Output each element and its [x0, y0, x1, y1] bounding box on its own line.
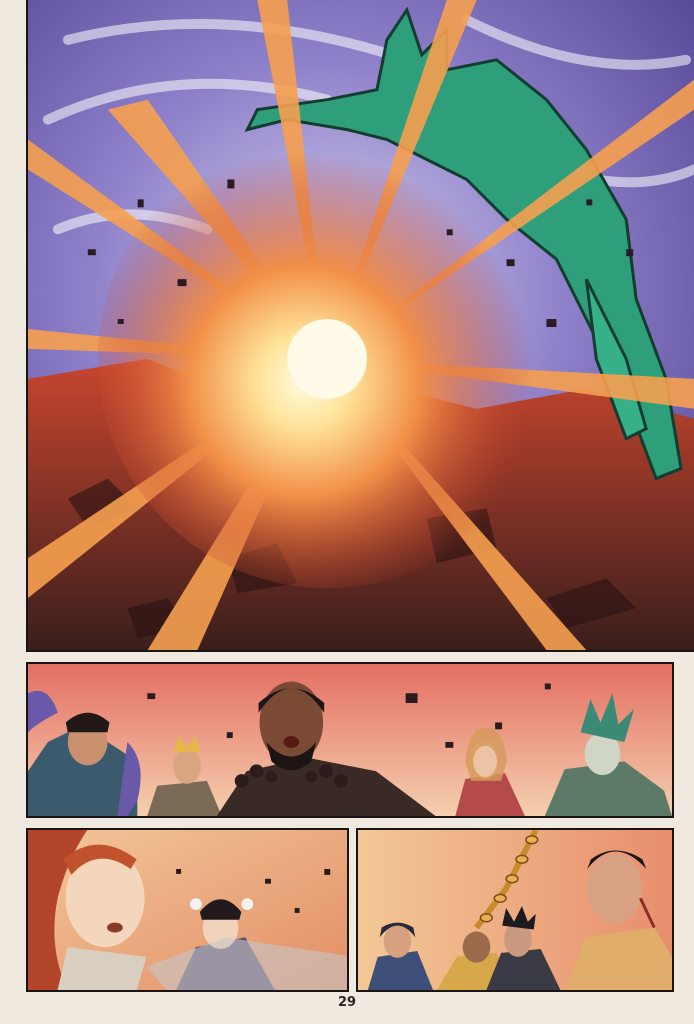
woman-panel [26, 828, 349, 992]
reaction-panel [26, 662, 674, 818]
explosion-panel [26, 0, 694, 652]
explosion-center [287, 319, 367, 399]
red-haired-woman [28, 830, 147, 990]
explosion-illustration [28, 0, 694, 650]
reaction-illustration [28, 664, 672, 816]
warriors-panel [356, 828, 674, 992]
page-number: 29 [337, 995, 357, 1010]
woman-illustration [28, 830, 347, 990]
warriors-illustration [358, 830, 672, 990]
